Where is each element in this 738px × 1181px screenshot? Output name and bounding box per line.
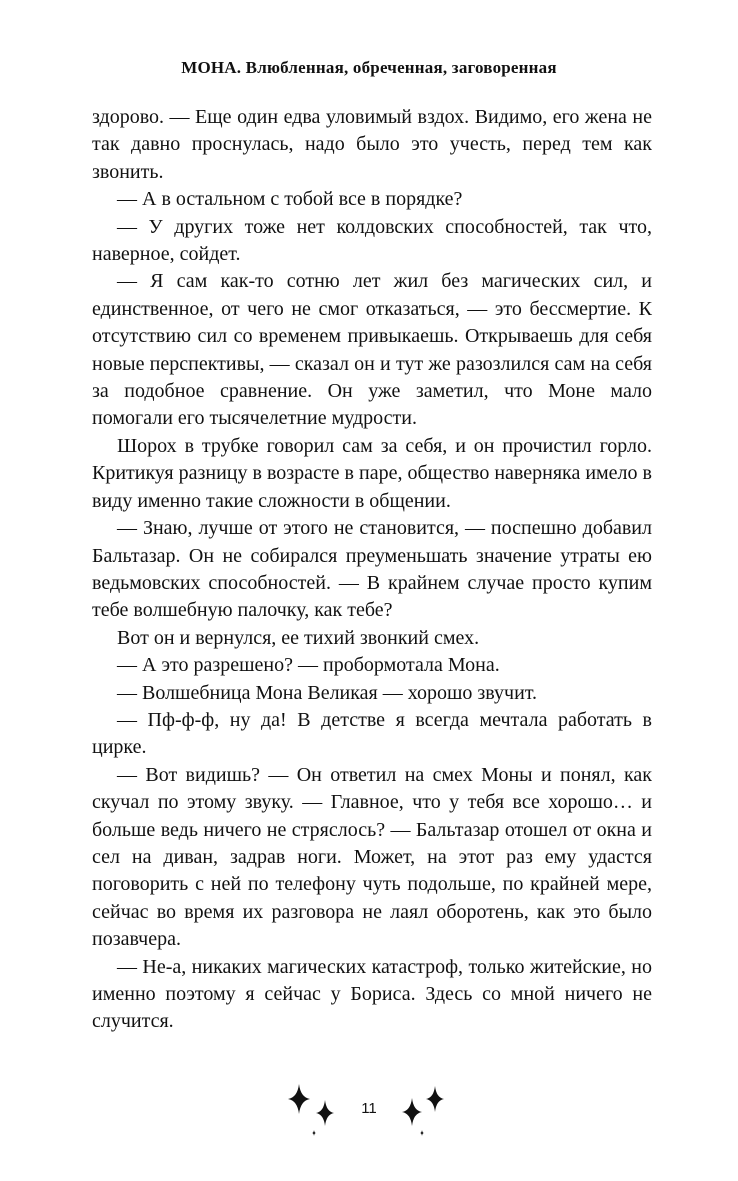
body-text bbox=[92, 104, 652, 1036]
paragraph: — Волшебница Мона Великая — хорошо звучит. bbox=[117, 681, 538, 704]
sparkle-star-icon bbox=[402, 1098, 422, 1126]
sparkle-dot-icon bbox=[312, 1130, 316, 1136]
sparkle-dot-icon bbox=[420, 1130, 424, 1136]
paragraph: — Пф-ф-ф, ну да! В детстве я всегда мечтала работать в цирке. bbox=[92, 708, 652, 759]
paragraph: Шорох в трубке говорил сам за себя, и он прочистил горло. Критикуя разницу в возрасте в паре, общество наверняка имело в виду именно такие сложности в общении. bbox=[92, 434, 652, 512]
paragraph: — А это разрешено? — пробормотала Мона. bbox=[117, 654, 500, 677]
paragraph: — Я сам как-то сотню лет жил без магических сил, и единственное, от чего не смог отказаться, — это бессмертие. К отсутствию сил со временем привыкаешь. Открываешь для себя новые перспективы, — сказал он и тут же разозлился сам на себя за подобное сравнение. Он уже заметил, что Моне мало помогали его тысячелетние мудрости. bbox=[92, 270, 652, 430]
paragraph: — Не-а, никаких магических катастроф, только житейские, но именно поэтому я сейчас у Бориса. Здесь со мной ничего не случится. bbox=[92, 955, 652, 1033]
paragraph: — Знаю, лучше от этого не становится, — поспешно добавил Бальтазар. Он не собирался преуменьшать значение утраты ею ведьмовских способностей. — В крайнем случае просто купим тебе волшебную палочку, как тебе? bbox=[92, 517, 652, 622]
paragraph: — У других тоже нет колдовских способностей, так что, наверное, сойдет. bbox=[92, 215, 652, 266]
paragraph: Вот он и вернулся, ее тихий звонкий смех. bbox=[117, 626, 480, 649]
page-footer bbox=[0, 1082, 738, 1142]
paragraph: — А в остальном с тобой все в порядке? bbox=[117, 188, 463, 211]
paragraph: здорово. — Еще один едва уловимый вздох. Видимо, его жена не так давно проснулась, надо было это учесть, перед тем как звонить. bbox=[92, 106, 652, 183]
page-number: 11 bbox=[361, 1100, 377, 1117]
sparkle-star-icon bbox=[426, 1086, 444, 1112]
paragraph: — Вот видишь? — Он ответил на смех Моны и понял, как скучал по этому звуку. — Главное, что у тебя все хорошо… и больше ведь ничего не стряслось? — Бальтазар отошел от окна и сел на диван, задрав ноги. Может, на этот раз ему удастся поговорить с ней по телефону чуть подольше, по крайней мере, сейчас во время их разговора не лаял оборотень, как это было позавчера. bbox=[92, 763, 652, 951]
running-header-title: МОНА. Влюбленная, обреченная, заговоренная bbox=[181, 58, 557, 77]
